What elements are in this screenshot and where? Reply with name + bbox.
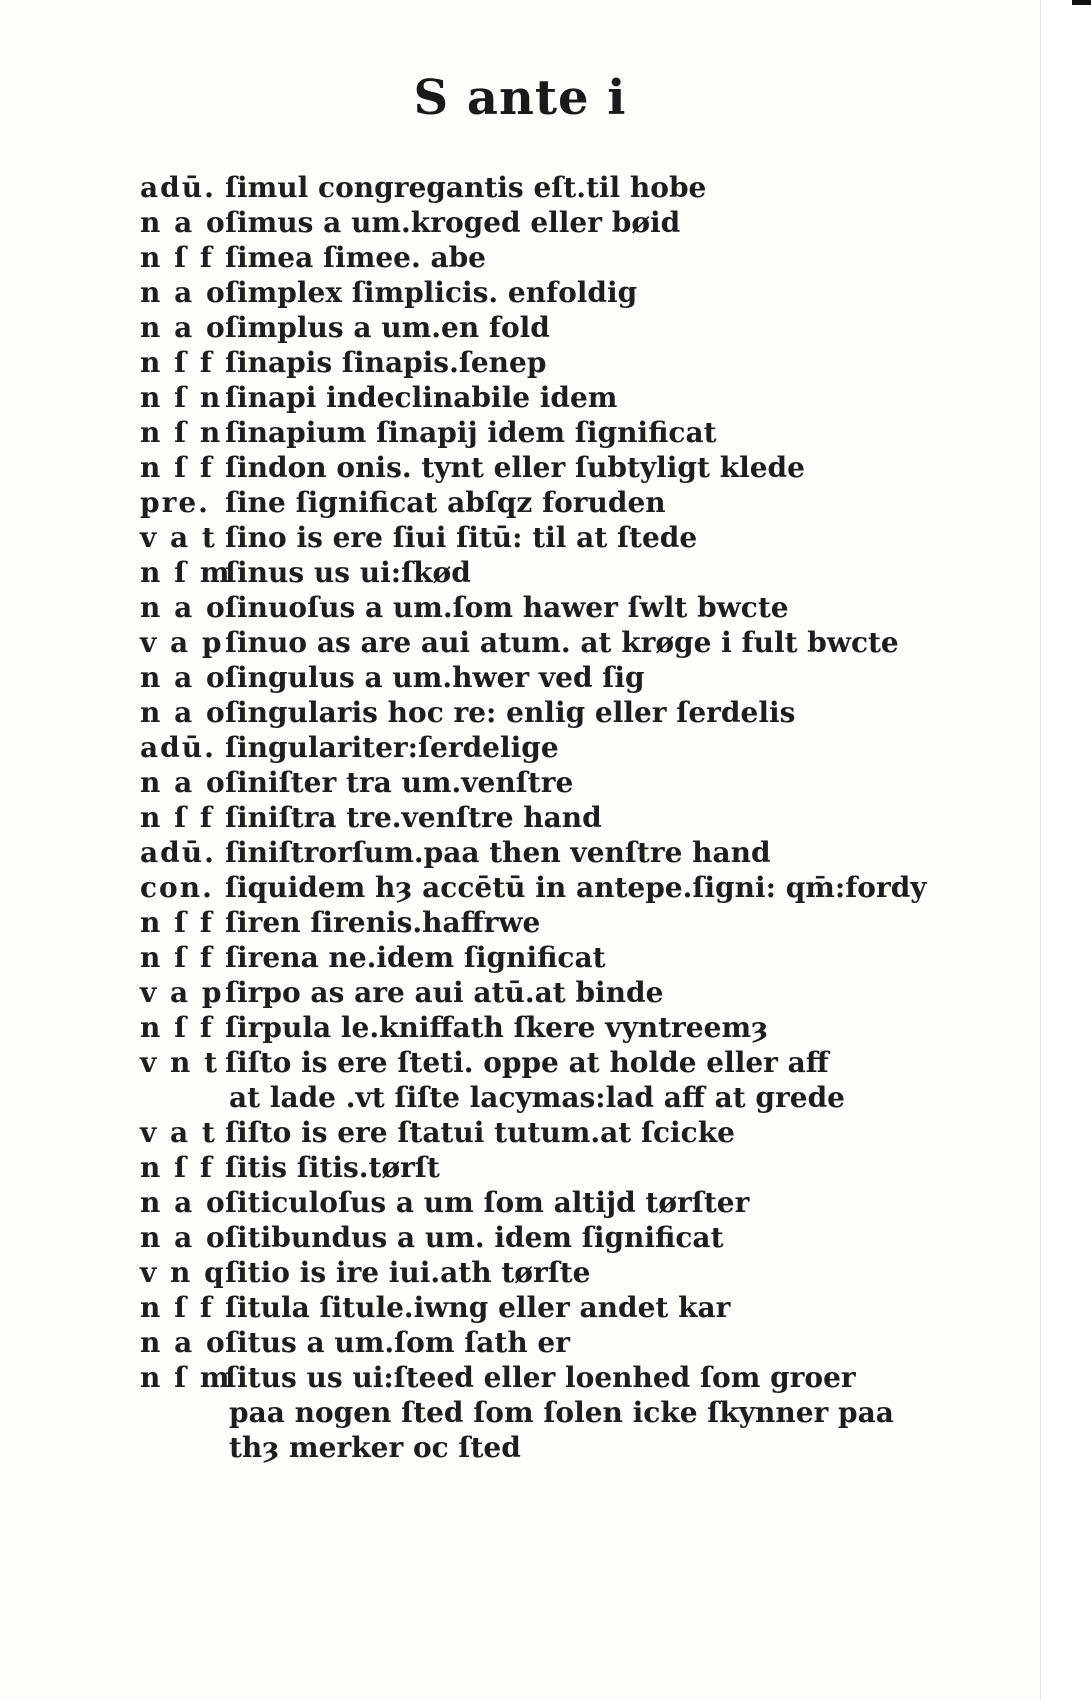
dictionary-entry: [140, 240, 1020, 275]
entry-text: ſiniſter tra um.venſtre: [225, 766, 574, 799]
dictionary-entry: [140, 555, 1020, 590]
entry-text: ſiſto is ere ſteti. oppe at holde eller aff: [225, 1046, 829, 1079]
dictionary-entry: [140, 205, 1020, 240]
entry-text: ſingulus a um.hwer ved ſig: [225, 661, 645, 694]
dictionary-entry: [140, 1325, 1020, 1360]
grammar-abbreviation: v n q: [140, 1256, 226, 1289]
dictionary-entry: [140, 1360, 1020, 1395]
dictionary-entry: [140, 310, 1020, 345]
entry-text: ſingulariter:ſerdelige: [225, 731, 559, 764]
dictionary-entry: [140, 1220, 1020, 1255]
entry-text: ſirpula le.kniffath ſkere vyntreemȝ: [225, 1011, 769, 1044]
grammar-abbreviation: n ſ f: [140, 451, 214, 484]
entry-text: ſine ſignificat abſqz foruden: [225, 486, 666, 519]
entry-text: ſiticuloſus a um ſom altijd tørſter: [225, 1186, 750, 1219]
dictionary-entry: [140, 1115, 1020, 1150]
dictionary-entry: [140, 730, 1020, 765]
entry-text: ſitibundus a um. idem ſignificat: [225, 1221, 724, 1254]
entry-text: ſinuoſus a um.ſom hawer ſwlt bwcte: [225, 591, 789, 624]
entry-text: ſinus us ui:ſkød: [225, 556, 471, 589]
scan-margin: [1040, 0, 1091, 1700]
dictionary-entries: [140, 170, 1020, 1465]
dictionary-entry: [140, 975, 1020, 1010]
entry-text: ſimplex ſimplicis. enfoldig: [225, 276, 638, 309]
grammar-abbreviation: n a o: [140, 696, 227, 729]
entry-text: ſimul congregantis eſt.til hobe: [225, 171, 707, 204]
grammar-abbreviation: [140, 1430, 225, 1465]
dictionary-entry: [140, 835, 1020, 870]
entry-continuation-line: [140, 1395, 1020, 1430]
dictionary-entry: [140, 415, 1020, 450]
dictionary-entry: [140, 380, 1020, 415]
dictionary-entry: [140, 275, 1020, 310]
grammar-abbreviation: n a o: [140, 206, 227, 239]
entry-text: ſindon onis. tynt eller ſubtyligt klede: [225, 451, 805, 484]
dictionary-entry: [140, 1150, 1020, 1185]
grammar-abbreviation: [140, 1395, 225, 1430]
grammar-abbreviation: n ſ f: [140, 241, 214, 274]
entry-text: at lade .vt ſiſte lacymas:lad aff at grede: [229, 1081, 845, 1114]
grammar-abbreviation: n ſ f: [140, 941, 214, 974]
entry-text: ſitus us ui:ſteed eller loenhed ſom groer: [225, 1361, 856, 1394]
grammar-abbreviation: n ſ m: [140, 1361, 232, 1394]
entry-text: ſitis ſitis.tørſt: [225, 1151, 440, 1184]
entry-text: ſiſto is ere ſtatui tutum.at ſcicke: [225, 1116, 735, 1149]
dictionary-entry: [140, 695, 1020, 730]
entry-text: ſinapi indeclinabile idem: [225, 381, 618, 414]
entry-text: ſiren ſirenis.haffrwe: [225, 906, 541, 939]
grammar-abbreviation: n a o: [140, 661, 227, 694]
grammar-abbreviation: v a t: [140, 1116, 217, 1149]
grammar-abbreviation: adū.: [140, 836, 216, 869]
entry-text: ſirena ne.idem ſignificat: [225, 941, 606, 974]
dictionary-entry: [140, 170, 1020, 205]
dictionary-entry: [140, 800, 1020, 835]
dictionary-entry: [140, 590, 1020, 625]
entry-text: ſimea ſimee. abe: [225, 241, 486, 274]
entry-text: ſitio is ire iui.ath tørſte: [225, 1256, 591, 1289]
dictionary-entry: [140, 625, 1020, 660]
entry-continuation-line: [140, 1430, 1020, 1465]
grammar-abbreviation: n ſ f: [140, 1011, 214, 1044]
entry-text: ſiniſtrorſum.paa then venſtre hand: [225, 836, 771, 869]
entry-text: thȝ merker oc ſted: [229, 1431, 521, 1464]
grammar-abbreviation: n ſ f: [140, 906, 214, 939]
grammar-abbreviation: adū.: [140, 731, 216, 764]
dictionary-entry: [140, 765, 1020, 800]
grammar-abbreviation: n a o: [140, 276, 227, 309]
grammar-abbreviation: n a o: [140, 311, 227, 344]
grammar-abbreviation: n a o: [140, 766, 227, 799]
dictionary-entry: [140, 1290, 1020, 1325]
dictionary-entry: [140, 1010, 1020, 1045]
grammar-abbreviation: n ſ f: [140, 346, 214, 379]
dictionary-entry: [140, 345, 1020, 380]
dictionary-entry: [140, 1255, 1020, 1290]
dictionary-entry: [140, 940, 1020, 975]
entry-continuation-line: [140, 1080, 1020, 1115]
entry-text: ſinuo as are aui atum. at krøge i fult bwcte: [225, 626, 899, 659]
dictionary-entry: [140, 905, 1020, 940]
grammar-abbreviation: n a o: [140, 1186, 227, 1219]
dictionary-entry: [140, 1045, 1020, 1080]
grammar-abbreviation: [140, 1080, 225, 1115]
dictionary-entry: [140, 485, 1020, 520]
entry-text: ſitula ſitule.iwng eller andet kar: [225, 1291, 731, 1324]
entry-text: ſino is ere ſiui ſitū: til at ſtede: [225, 521, 698, 554]
entry-text: ſingularis hoc re: enlig eller ſerdelis: [225, 696, 796, 729]
grammar-abbreviation: con.: [140, 871, 214, 904]
scan-edge-mark: [1072, 0, 1091, 5]
entry-text: ſimus a um.kroged eller bøid: [225, 206, 681, 239]
grammar-abbreviation: v a t: [140, 521, 217, 554]
grammar-abbreviation: n a o: [140, 1221, 227, 1254]
dictionary-entry: [140, 1185, 1020, 1220]
dictionary-entry: [140, 660, 1020, 695]
page-heading: S ante i: [413, 70, 627, 126]
grammar-abbreviation: v a p: [140, 626, 224, 659]
entry-text: ſinapis ſinapis.ſenep: [225, 346, 547, 379]
grammar-abbreviation: n ſ n: [140, 416, 223, 449]
grammar-abbreviation: n ſ f: [140, 801, 214, 834]
entry-text: ſitus a um.ſom ſath er: [225, 1326, 570, 1359]
entry-text: ſinapium ſinapij idem ſignificat: [225, 416, 717, 449]
grammar-abbreviation: pre.: [140, 486, 210, 519]
entry-text: ſiniſtra tre.venſtre hand: [225, 801, 602, 834]
grammar-abbreviation: n a o: [140, 591, 227, 624]
dictionary-entry: [140, 450, 1020, 485]
grammar-abbreviation: adū.: [140, 171, 216, 204]
entry-text: paa nogen ſted ſom ſolen icke ſkynner paa: [229, 1396, 894, 1429]
grammar-abbreviation: n a o: [140, 1326, 227, 1359]
grammar-abbreviation: v a p: [140, 976, 224, 1009]
grammar-abbreviation: n ſ f: [140, 1291, 214, 1324]
grammar-abbreviation: n ſ n: [140, 381, 223, 414]
entry-text: ſiquidem hȝ accētū in antepe.ſigni: qm̄:fordy: [225, 871, 927, 904]
entry-text: ſirpo as are aui atū.at binde: [225, 976, 664, 1009]
grammar-abbreviation: n ſ f: [140, 1151, 214, 1184]
grammar-abbreviation: v n t: [140, 1046, 220, 1079]
dictionary-entry: [140, 520, 1020, 555]
grammar-abbreviation: n ſ m: [140, 556, 232, 589]
dictionary-entry: [140, 870, 1020, 905]
entry-text: ſimplus a um.en fold: [225, 311, 550, 344]
